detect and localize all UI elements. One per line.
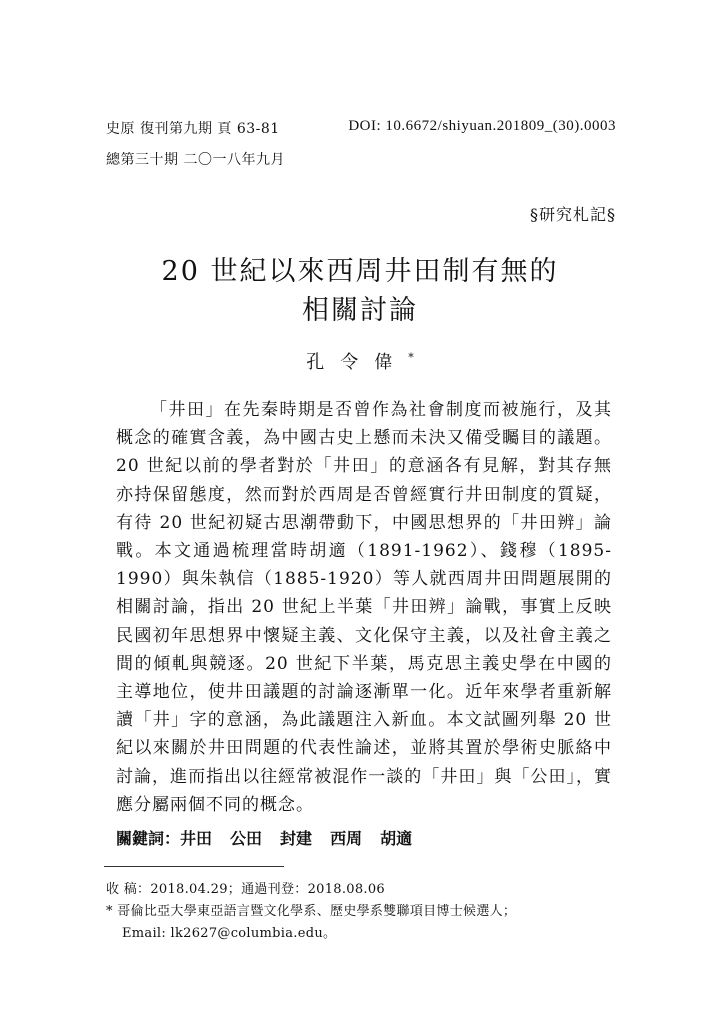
doi-text: DOI: 10.6672/shiyuan.201809_(30).0003 [348, 118, 616, 134]
keywords-list [180, 826, 412, 849]
author-footnote-mark: * [408, 351, 414, 364]
keywords-line [116, 826, 412, 849]
section-label: §研究札記§ [529, 205, 616, 224]
footnote-affiliation: * 哥倫比亞大學東亞語言暨文化學系、歷史學系雙聯項目博士候選人； [106, 904, 517, 919]
keywords-label: 關鍵詞： [116, 829, 181, 848]
issue-line: 總第三十期 二〇一八年九月 [106, 152, 285, 168]
keyword-item: 西周 [330, 829, 363, 848]
journal-line: 史原 復刊第九期 頁 63-81 [106, 121, 280, 137]
paper-title-line-1: 20 世紀以來西周井田制有無的 [161, 256, 559, 287]
keyword-item: 井田 [180, 829, 213, 848]
author-name [0, 348, 720, 374]
footnote-email: Email: lk2627@columbia.edu。 [122, 926, 337, 941]
paper-title-line-2: 相關討論 [302, 295, 418, 326]
abstract-paragraph: 「井田」在先秦時期是否曾作為社會制度而被施行，及其概念的確實含義，為中國古史上懸而未決又備受矚目的議題。20 世紀以前的學者對於「井田」的意涵各有見解，對其存無亦持保留態度，然而對於西周是否曾經實行井田制度的質疑，有待 20 世紀初疑古思潮帶動下，中國思想界的「井田辨」論戰。本文通過梳理當時胡適（1891-1962）、錢穆（1895-1990）與朱執信（1885-1920）等人就西周井田問題展開的相關討論，指出 20 世紀上半葉「井田辨」論戰，事實上反映民國初年思想界中懷疑主義、文化保守主義，以及社會主義之間的傾軋與競逐。20 世紀下半葉，馬克思主義史學在中國的主導地位，使井田議題的討論逐漸單一化。近年來學者重新解讀「井」字的意涵，為此議題注入新血。本文試圖列舉 20 世紀以來關於井田問題的代表性論述，並將其置於學術史脈絡中討論，進而指出以往經常被混作一談的「井田」與「公田」，實應分屬兩個不同的概念。 [116, 400, 612, 815]
footnote-dates: 收 稿：2018.04.29；通過刊登：2018.08.06 [106, 882, 385, 897]
keyword-item: 胡適 [380, 829, 413, 848]
keyword-item: 公田 [230, 829, 263, 848]
author-name-text: 孔令偉 [306, 352, 409, 373]
footnote-divider [104, 866, 284, 867]
keyword-item: 封建 [280, 829, 313, 848]
